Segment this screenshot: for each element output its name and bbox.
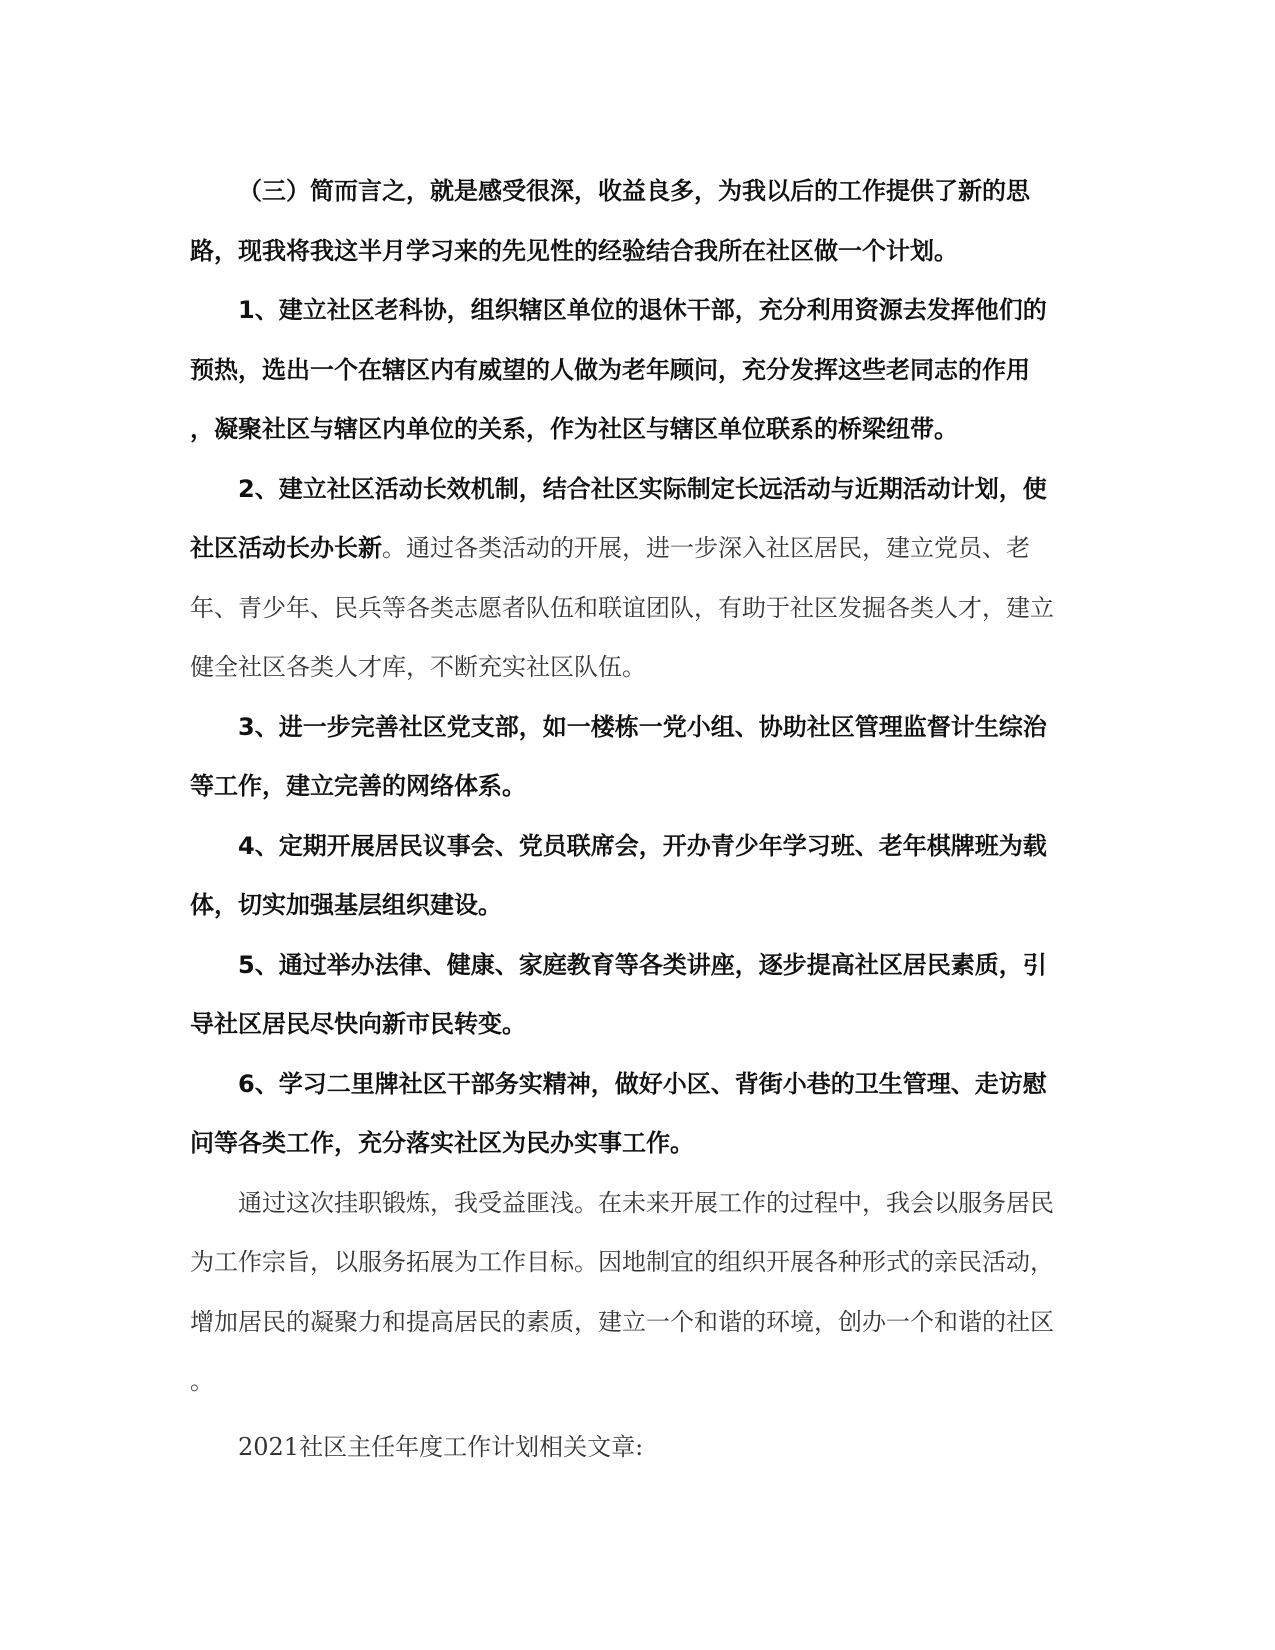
paragraph-item-2 xyxy=(190,460,1085,698)
text-line: （三）简而言之，就是感受很深，收益良多，为我以后的工作提供了新的思 xyxy=(238,177,1030,205)
paragraph-item-1 xyxy=(190,281,1085,460)
text-line: 2、建立社区活动长效机制，结合社区实际制定长远活动与近期活动计划，使 xyxy=(238,474,1047,503)
paragraph-item-6 xyxy=(190,1055,1085,1174)
text-light-segment: 。通过各类活动的开展，进一步深入社区居民，建立党员、老 xyxy=(382,534,1030,562)
paragraph-conclusion xyxy=(190,1174,1085,1412)
text-line: 1、建立社区老科协，组织辖区单位的退休干部，充分利用资源去发挥他们的 xyxy=(238,296,1047,324)
text-line: 路，现我将我这半月学习来的先见性的经验结合我所在社区做一个计划。 xyxy=(190,236,958,265)
text-line: 体，切实加强基层组织建设。 xyxy=(190,891,502,919)
paragraph-item-4 xyxy=(190,817,1085,936)
text-line: 5、通过举办法律、健康、家庭教育等各类讲座，逐步提高社区居民素质，引 xyxy=(238,950,1047,979)
paragraph-item-5 xyxy=(190,936,1085,1055)
related-articles-label: 2021社区主任年度工作计划相关文章: xyxy=(238,1432,644,1461)
text-line: 问等各类工作，充分落实社区为民办实事工作。 xyxy=(190,1129,694,1157)
text-line: 预热，选出一个在辖区内有威望的人做为老年顾问，充分发挥这些老同志的作用 xyxy=(190,355,1030,384)
text-line: 导社区居民尽快向新市民转变。 xyxy=(190,1010,526,1038)
text-line: 。 xyxy=(190,1367,214,1395)
text-line: 通过这次挂职锻炼，我受益匪浅。在未来开展工作的过程中，我会以服务居民 xyxy=(238,1188,1054,1217)
text-line: ，凝聚社区与辖区内单位的关系，作为社区与辖区单位联系的桥梁纽带。 xyxy=(190,415,958,443)
text-line: 增加居民的凝聚力和提高居民的素质，建立一个和谐的环境，创办一个和谐的社区 xyxy=(190,1307,1054,1336)
paragraph-summary xyxy=(190,162,1085,281)
text-line: 健全社区各类人才库，不断充实社区队伍。 xyxy=(190,653,646,681)
text-line: 3、进一步完善社区党支部，如一楼栋一党小组、协助社区管理监督计生综治 xyxy=(238,712,1047,741)
text-bold-segment: 社区活动长办长新 xyxy=(190,534,382,562)
text-line: 4、定期开展居民议事会、党员联席会，开办青少年学习班、老年棋牌班为载 xyxy=(238,831,1047,860)
paragraph-item-3 xyxy=(190,698,1085,817)
text-line: 为工作宗旨，以服务拓展为工作目标。因地制宜的组织开展各种形式的亲民活动， xyxy=(190,1248,1054,1276)
document-body xyxy=(190,162,1085,1477)
text-line-mixed xyxy=(190,519,1085,579)
text-line: 6、学习二里牌社区干部务实精神，做好小区、背街小巷的卫生管理、走访慰 xyxy=(238,1069,1047,1098)
text-line: 等工作，建立完善的网络体系。 xyxy=(190,772,526,800)
text-line: 年、青少年、民兵等各类志愿者队伍和联谊团队，有助于社区发掘各类人才，建立 xyxy=(190,593,1054,622)
